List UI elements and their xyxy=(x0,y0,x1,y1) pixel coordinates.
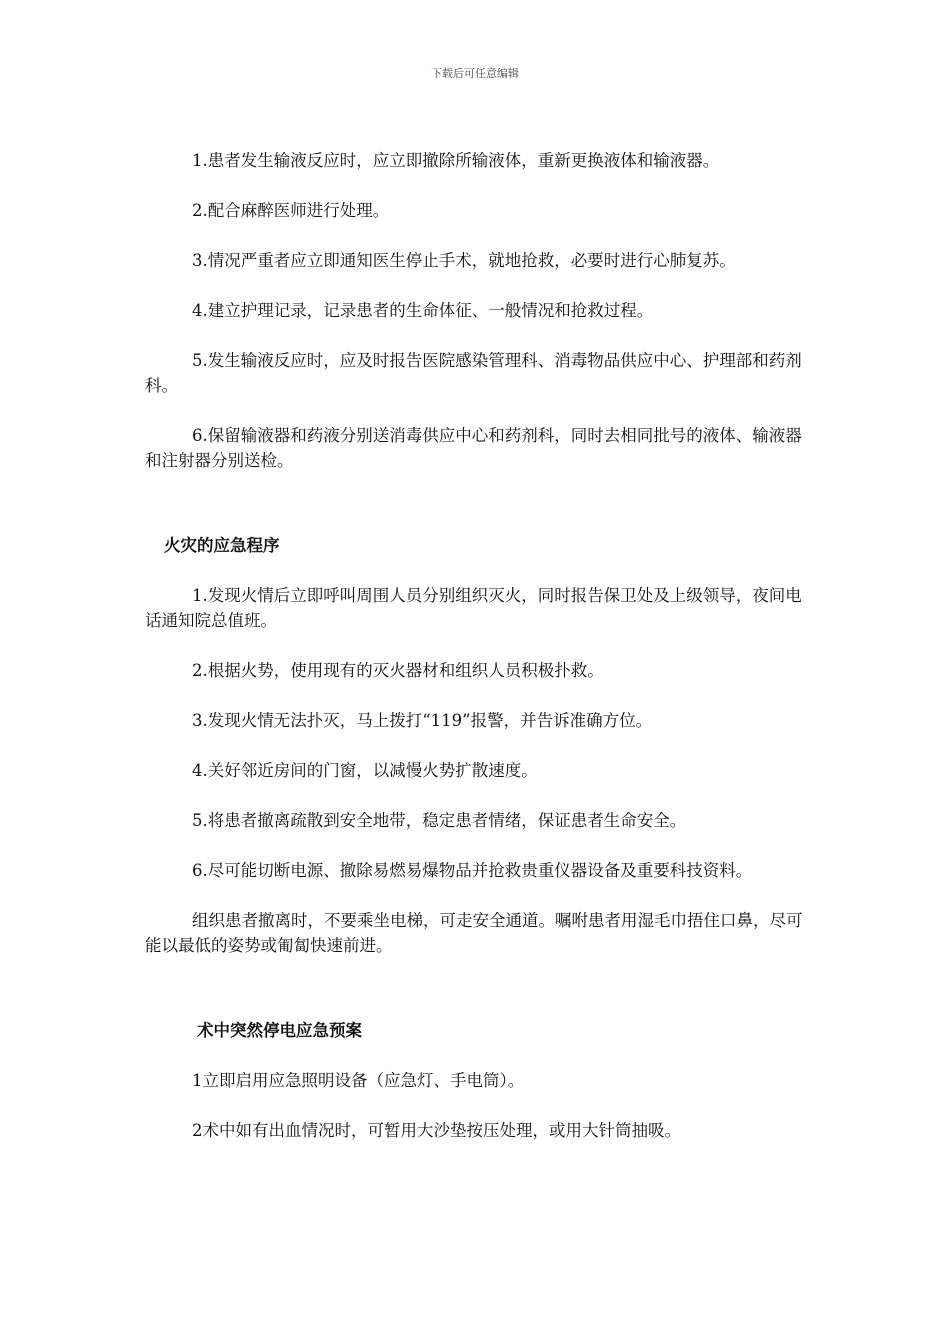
paragraph: 5.将患者撤离疏散到安全地带，稳定患者情绪，保证患者生命安全。 xyxy=(192,811,687,830)
section-heading: 火灾的应急程序 xyxy=(164,536,280,555)
paragraph: 2.根据火势，使用现有的灭火器材和组织人员积极扑救。 xyxy=(192,661,604,680)
paragraph: 5.发生输液反应时，应及时报告医院感染管理科、消毒物品供应中心、护理部和药剂科。 xyxy=(145,351,802,395)
page-header: 下载后可任意编辑 xyxy=(431,67,519,80)
paragraph: 2.配合麻醉医师进行处理。 xyxy=(192,201,390,220)
fire-emergency-section xyxy=(145,533,815,958)
document-body xyxy=(145,148,815,1168)
paragraph: 1.患者发生输液反应时，应立即撤除所输液体，重新更换液体和输液器。 xyxy=(192,151,720,170)
paragraph: 1立即启用应急照明设备（应急灯、手电筒）。 xyxy=(192,1071,525,1090)
paragraph: 1.发现火情后立即呼叫周围人员分别组织灭火，同时报告保卫处及上级领导，夜间电话通知院总值班。 xyxy=(145,586,802,630)
paragraph: 组织患者撤离时，不要乘坐电梯，可走安全通道。嘱咐患者用湿毛巾捂住口鼻，尽可能以最低的姿势或匍匐快速前进。 xyxy=(145,911,803,955)
paragraph: 3.情况严重者应立即通知医生停止手术，就地抢救，必要时进行心肺复苏。 xyxy=(192,251,736,270)
paragraph: 4.关好邻近房间的门窗，以减慢火势扩散速度。 xyxy=(192,761,538,780)
paragraph: 6.尽可能切断电源、撤除易燃易爆物品并抢救贵重仪器设备及重要科技资料。 xyxy=(192,861,753,880)
paragraph: 2术中如有出血情况时，可暂用大沙垫按压处理，或用大针筒抽吸。 xyxy=(192,1121,681,1140)
power-outage-section xyxy=(145,1018,815,1143)
paragraph: 4.建立护理记录，记录患者的生命体征、一般情况和抢救过程。 xyxy=(192,301,654,320)
paragraph: 3.发现火情无法扑灭，马上拨打“119”报警，并告诉准确方位。 xyxy=(192,711,653,730)
section-heading: 术中突然停电应急预案 xyxy=(197,1021,362,1040)
paragraph: 6.保留输液器和药液分别送消毒供应中心和药剂科，同时去相同批号的液体、输液器和注射器分别送检。 xyxy=(145,426,802,470)
infusion-reaction-section xyxy=(145,148,815,473)
